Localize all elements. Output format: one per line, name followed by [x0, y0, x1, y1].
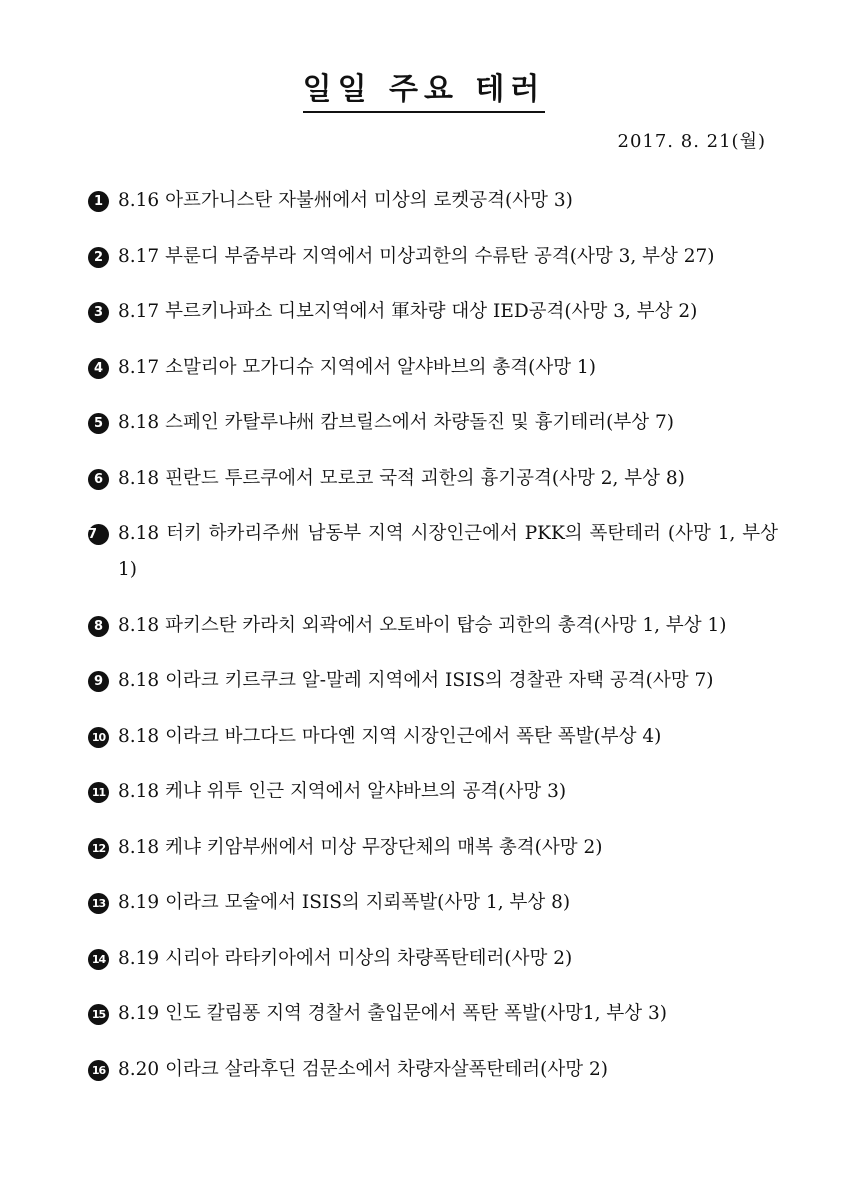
item-text: 8.17 부르키나파소 디보지역에서 軍차량 대상 IED공격(사망 3, 부상 2) — [118, 301, 698, 322]
item-number-badge: 15 — [88, 1004, 109, 1025]
item-number-badge: 4 — [88, 358, 109, 379]
item-text: 8.18 스페인 카탈루냐州 캄브릴스에서 차량돌진 및 흉기테러(부상 7) — [118, 412, 674, 433]
item-text: 8.18 터키 하카리주州 남동부 지역 시장인근에서 PKK의 폭탄테러 (사망 1, 부상 1) — [118, 523, 778, 580]
item-number-badge: 5 — [88, 413, 109, 434]
item-text: 8.19 시리아 라타키아에서 미상의 차량폭탄테러(사망 2) — [118, 947, 573, 969]
list-item — [88, 608, 778, 644]
list-item — [88, 1052, 778, 1088]
item-number-badge: 14 — [88, 949, 109, 970]
incident-list — [88, 183, 778, 1107]
page-title — [0, 72, 848, 113]
list-item — [88, 350, 778, 386]
list-item — [88, 183, 778, 219]
list-item — [88, 239, 778, 275]
item-text: 8.18 이라크 키르쿠크 알-말레 지역에서 ISIS의 경찰관 자택 공격(사망 7) — [118, 670, 714, 691]
item-text: 8.18 케냐 키암부州에서 미상 무장단체의 매복 총격(사망 2) — [118, 836, 603, 858]
item-number-badge: 11 — [88, 782, 109, 803]
list-item — [88, 461, 778, 497]
item-number-badge: 7 — [88, 524, 109, 545]
list-item — [88, 719, 778, 755]
item-number-badge: 3 — [88, 302, 109, 323]
list-item — [88, 663, 778, 699]
item-text: 8.16 아프가니스탄 자불州에서 미상의 로켓공격(사망 3) — [118, 190, 573, 211]
item-text: 8.18 케냐 위투 인근 지역에서 알샤바브의 공격(사망 3) — [118, 781, 567, 802]
list-item — [88, 294, 778, 330]
list-item — [88, 516, 778, 588]
item-text: 8.20 이라크 살라후딘 검문소에서 차량자살폭탄테러(사망 2) — [118, 1058, 608, 1080]
item-text: 8.17 소말리아 모가디슈 지역에서 알샤바브의 총격(사망 1) — [118, 356, 596, 378]
item-number-badge: 1 — [88, 191, 109, 212]
item-number-badge: 9 — [88, 671, 109, 692]
list-item — [88, 405, 778, 441]
item-text: 8.18 핀란드 투르쿠에서 모로코 국적 괴한의 흉기공격(사망 2, 부상 8) — [118, 467, 685, 489]
item-number-badge: 13 — [88, 893, 109, 914]
item-text: 8.18 파키스탄 카라치 외곽에서 오토바이 탑승 괴한의 총격(사망 1, 부상 1) — [118, 614, 727, 636]
list-item — [88, 996, 778, 1032]
item-text: 8.17 부룬디 부줌부라 지역에서 미상괴한의 수류탄 공격(사망 3, 부상 27) — [118, 245, 715, 267]
item-number-badge: 16 — [88, 1060, 109, 1081]
list-item — [88, 774, 778, 810]
item-number-badge: 8 — [88, 616, 109, 637]
list-item — [88, 941, 778, 977]
item-number-badge: 12 — [88, 838, 109, 859]
item-text: 8.19 인도 칼림퐁 지역 경찰서 출입문에서 폭탄 폭발(사망1, 부상 3) — [118, 1003, 668, 1024]
item-text: 8.19 이라크 모술에서 ISIS의 지뢰폭발(사망 1, 부상 8) — [118, 892, 571, 913]
item-number-badge: 10 — [88, 727, 109, 748]
item-number-badge: 2 — [88, 247, 109, 268]
item-text: 8.18 이라크 바그다드 마다옌 지역 시장인근에서 폭탄 폭발(부상 4) — [118, 725, 662, 747]
page-title-text: 일일 주요 테러 — [303, 73, 546, 113]
list-item — [88, 885, 778, 921]
list-item — [88, 830, 778, 866]
item-number-badge: 6 — [88, 469, 109, 490]
report-date: 2017. 8. 21(월) — [617, 131, 766, 152]
